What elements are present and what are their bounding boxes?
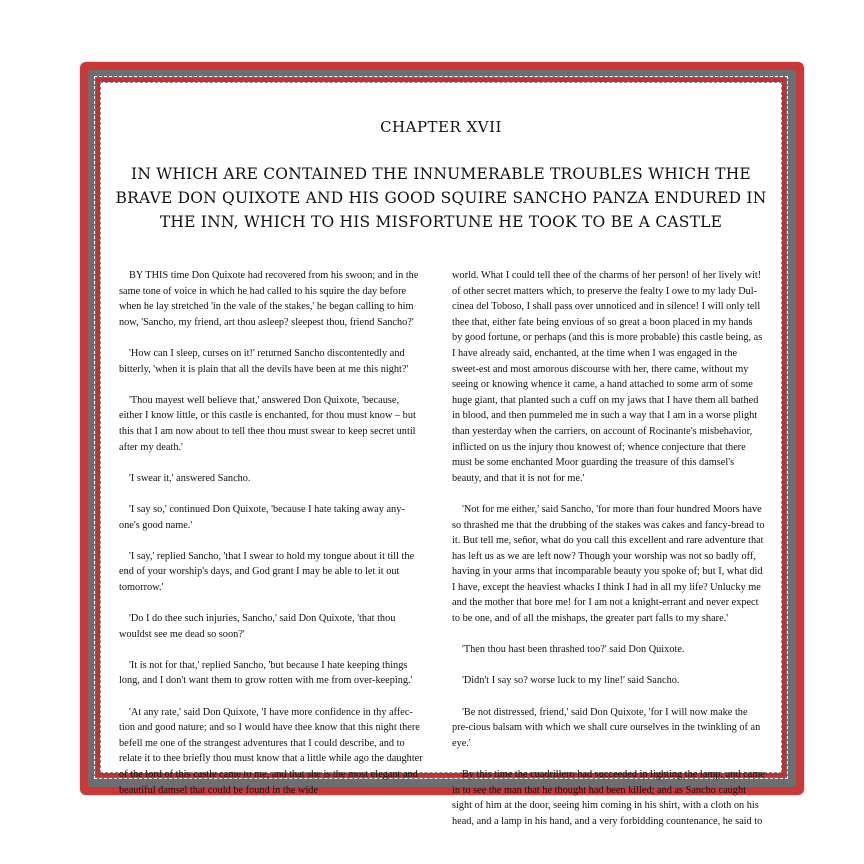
text-column-right [452,268,765,845]
paragraph: 'Be not distressed, friend,' said Don Quixote, 'for I will now make the pre-cious balsam with which we shall cure ourselves in the twinkling of an eye.' [452,706,761,749]
paragraph: 'At any rate,' said Don Quixote, 'I have more confidence in thy affec-tion and good nature; and so I would have thee know that this night there befell me one of the strangest adventures that I could describe, and to relate it to thee briefly thou must know that a little while ago the daughter of the lord of this castle came to me, and that she is the most elegant and beautiful damsel that could be found in the wide [119,706,423,796]
paragraph: 'How can I sleep, curses on it!' returned Sancho discontentedly and bitterly, 'when it is plain that all the devils have been at me this night?' [119,347,409,375]
paragraph: world. What I could tell thee of the charms of her person! of her lively wit! of other secret matters which, to preserve the fealty I owe to my lady Dul-cinea del Toboso, I shall pass over unnoticed and in silence! I will only tell thee that, either fate being envious of so great a boon placed in my hands by good fortune, or perhaps (and this is more probable) this castle being, as I have already said, enchanted, at the time when I was engaged in the sweet-est and most amorous discourse with her, there came, without my seeing or knowing whence it came, a hand attached to some arm of some huge giant, that planted such a cuff on my jaws that I have them all bathed in blood, and then pummeled me in such a way that I am in a worse plight than yesterday when the carriers, on account of Rocinante's misbehavior, inflicted on us the injury thou knowest of; whence conjecture that there must be some enchanted Moor guarding the treasure of this damsel's beauty, and that it is not for me.' [452,270,763,484]
paragraph: 'I say so,' continued Don Quixote, 'because I hate taking away any-one's good name.' [119,503,405,531]
paragraph: 'Do I do thee such injuries, Sancho,' said Don Quixote, 'that thou wouldst see me dead so soon?' [119,613,396,640]
paragraph: 'Then thou hast been thrashed too?' said Don Quixote. [462,644,685,656]
paragraph: 'Didn't I say so? worse luck to my line!' said Sancho. [462,675,680,687]
chapter-number: CHAPTER XVII [380,118,502,136]
text-column-left [119,268,425,814]
paragraph: 'I swear it,' answered Sancho. [129,472,251,484]
paragraph: BY THIS time Don Quixote had recovered from his swoon; and in the same tone of voice in which he had called to his squire the day before when he lay stretched 'in the vale of the stakes,' he began calling to him now, 'Sancho, my friend, art thou asleep? sleepest thou, friend Sancho?' [119,270,419,328]
chapter-title: IN WHICH ARE CONTAINED THE INNUMERABLE TROUBLES WHICH THE BRAVE DON QUIXOTE AND HIS GOOD SQUIRE SANCHO PANZA ENDURED IN THE INN, WHICH TO HIS MISFORTUNE HE TOOK TO BE A CASTLE [115,165,767,231]
paragraph: 'It is not for that,' replied Sancho, 'but because I hate keeping things long, and I don't want them to grow rotten with me from over-keeping.' [119,659,413,687]
paragraph: 'Thou mayest well believe that,' answered Don Quixote, 'because, either I know little, or this castle is enchanted, for thou must know – but this that I am now about to tell thee thou must swear to keep secret until after my death.' [119,394,416,453]
paragraph: By this time the cuadrillero had succeeded in lighting the lamp, and came in to see the man that he thought had been killed; and as Sancho caught sight of him at the door, seeing him coming in his shirt, with a cloth on his head, and a lamp in his hand, and a very forbidding countenance, he said to [452,769,765,827]
chapter-heading [100,118,782,234]
paragraph: 'Not for me either,' said Sancho, 'for more than four hundred Moors have so thrashed me that the drubbing of the stakes was cakes and fancy-bread to it. But tell me, señor, what do you call this excellent and rare adventure that has left us as we are left now? Though your worship was not so badly off, having in your arms that incomparable beauty you spoke of; but I, what did I have, except the heaviest whacks I think I had in all my life? Unlucky me and the mother that bore me! for I am not a knight-errant and never expect to be one, and of all the mishaps, the greater part falls to my share.' [452,503,765,625]
paragraph: 'I say,' replied Sancho, 'that I swear to hold my tongue about it till the end of your worship's days, and God grant I may be able to let it out tomorrow.' [119,550,415,593]
